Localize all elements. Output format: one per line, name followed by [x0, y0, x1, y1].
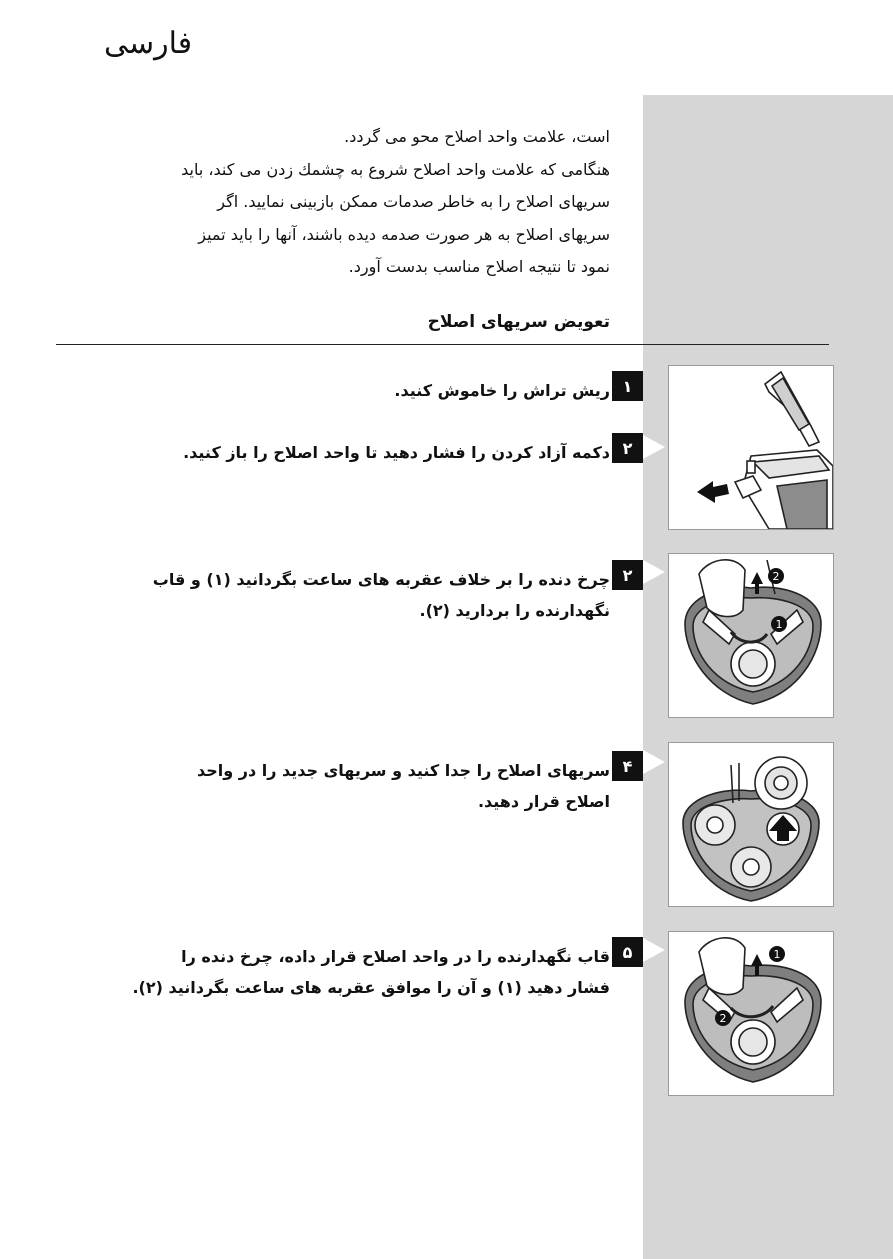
callout-label: 1: [773, 948, 781, 961]
step-text: قاب نگهدارنده را در واحد اصلاح قرار داده، چرخ دنده را: [181, 947, 610, 966]
intro-line: هنگامی که علامت واحد اصلاح شروع به چشمك زدن می کند، باید: [181, 159, 610, 179]
callout-label: 2: [772, 570, 780, 583]
step-3: [152, 564, 633, 626]
shaver-open-unit-icon: [669, 366, 833, 529]
figure-pointer: [643, 435, 665, 459]
step-text: نگهدارنده را بردارید (۲).: [419, 601, 610, 620]
intro-line: سریهای اصلاح به هر صورت صدمه دیده باشند، آنها را باید تمیز: [198, 224, 610, 244]
step-4: [196, 755, 633, 817]
figure-pointer: [643, 560, 665, 584]
intro-line: است، علامت واحد اصلاح محو می گردد.: [344, 127, 610, 146]
figure-replace-heads: [668, 742, 834, 907]
step-text: دکمه آزاد کردن را فشار دهید تا واحد اصلاح را باز کنید.: [183, 443, 610, 462]
step-text: چرخ دنده را بر خلاف عقربه های ساعت بگردانید (۱) و قاب: [152, 570, 610, 589]
replace-shaving-head-icon: [669, 743, 833, 906]
figure-remove-frame: [668, 553, 834, 718]
callout-label: 1: [775, 618, 783, 631]
section-divider: [56, 344, 829, 345]
language-title: فارسی: [104, 26, 193, 61]
figure-open-unit: [668, 365, 834, 530]
figure-pointer: [643, 938, 665, 962]
section-heading: تعویض سریهای اصلاح: [427, 312, 610, 332]
intro-paragraph: [70, 121, 610, 284]
intro-line: سریهای اصلاح را به خاطر صدمات ممکن بازبینی نمایید. اگر: [217, 192, 610, 211]
step-text: سریهای اصلاح را جدا کنید و سریهای جدید را در واحد: [196, 761, 610, 780]
step-number-badge: ۴: [612, 751, 643, 781]
step-2: [183, 437, 633, 468]
step-number-badge: ۵: [612, 937, 643, 967]
step-text: فشار دهید (۱) و آن را موافق عقربه های ساعت بگردانید (۲).: [132, 978, 610, 997]
remove-retaining-frame-icon: [669, 554, 833, 717]
step-text: اصلاح قرار دهید.: [477, 792, 610, 811]
refit-retaining-frame-icon: [669, 932, 833, 1095]
step-number-badge: ۱: [612, 371, 643, 401]
figure-pointer: [643, 750, 665, 774]
callout-label: 2: [719, 1012, 727, 1025]
step-1: [394, 375, 633, 406]
step-text: ریش تراش را خاموش کنید.: [394, 381, 610, 400]
step-number-badge: ۲: [612, 433, 643, 463]
figure-refit-frame: [668, 931, 834, 1096]
step-5: [132, 941, 633, 1003]
intro-line: نمود تا نتیجه اصلاح مناسب بدست آورد.: [348, 257, 610, 276]
step-number-badge: ۲: [612, 560, 643, 590]
